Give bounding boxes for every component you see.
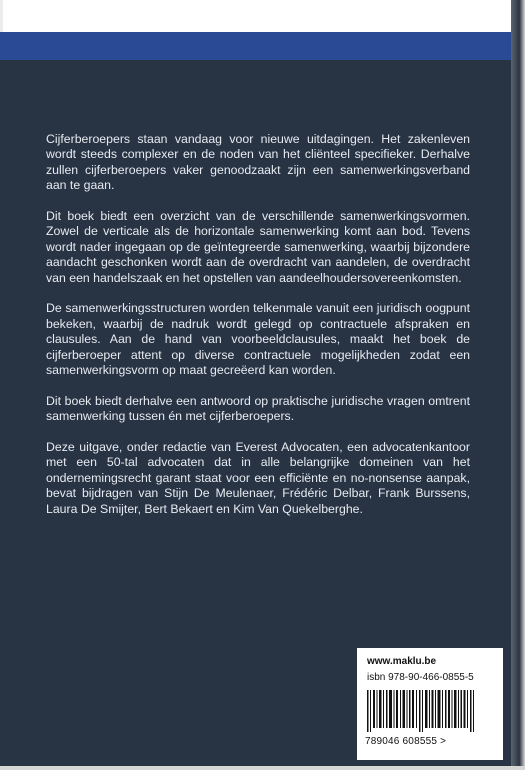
publisher-url: www.maklu.be xyxy=(367,656,437,667)
blurb-paragraph-4: Dit boek biedt derhalve een antwoord op praktische juridische vragen omtrent samenwerking tussen én met cijferberoepers. xyxy=(46,393,470,424)
blurb-text xyxy=(46,132,470,532)
blue-band xyxy=(0,32,511,60)
bottom-strip xyxy=(0,766,525,770)
blurb-paragraph-5: Deze uitgave, onder redactie van Everest Advocaten, een advocatenkantoor met een 50-tal advocaten dat in alle belangrijke domeinen van het ondernemingsrecht garant staat voor een efficiënte en no-nonsense aanpak, bevat bijdragen van Stijn De Meulenaer, Frédéric Delbar, Frank Burssens, Laura De Smijter, Bert Bekaert en Kim Van Quekelberghe. xyxy=(46,440,470,516)
book-edge xyxy=(511,0,525,770)
barcode-icon xyxy=(365,690,485,732)
white-panel xyxy=(3,0,511,32)
isbn-number: isbn 978-90-466-0855-5 xyxy=(367,672,474,683)
barcode-digits: 789046 608555 > xyxy=(365,736,447,747)
isbn-label xyxy=(357,648,503,760)
blurb-paragraph-2: Dit boek biedt een overzicht van de verschillende samenwerkingsvormen. Zowel de verticale als de horizontale samenwerking komt aan bod. Tevens wordt nader ingegaan op de geïntegreerde samenwerking, waarbij bijzondere aandacht geschonken wordt aan de overdracht van aandelen, de overdracht van een handelszaak en het opstellen van aandeelhoudersovereenkomsten. xyxy=(46,209,470,285)
blurb-paragraph-3: De samenwerkingsstructuren worden telkenmale vanuit een juridisch oogpunt bekeken, waarbij de nadruk wordt gelegd op contractuele afspraken en clausules. Aan de hand van voorbeeldclausules, maakt het boek de cijferberoeper attent op diverse contractuele mogelijkheden zodat een samenwerkingsvorm op maat gecreëerd kan worden. xyxy=(46,301,470,378)
blurb-paragraph-1: Cijferberoepers staan vandaag voor nieuwe uitdagingen. Het zakenleven wordt steeds complexer en de noden van het cliënteel specifieker. Derhalve zullen cijferberoepers vaker genoodzaakt zijn een samenwerkingsverband aan te gaan. xyxy=(46,132,470,193)
